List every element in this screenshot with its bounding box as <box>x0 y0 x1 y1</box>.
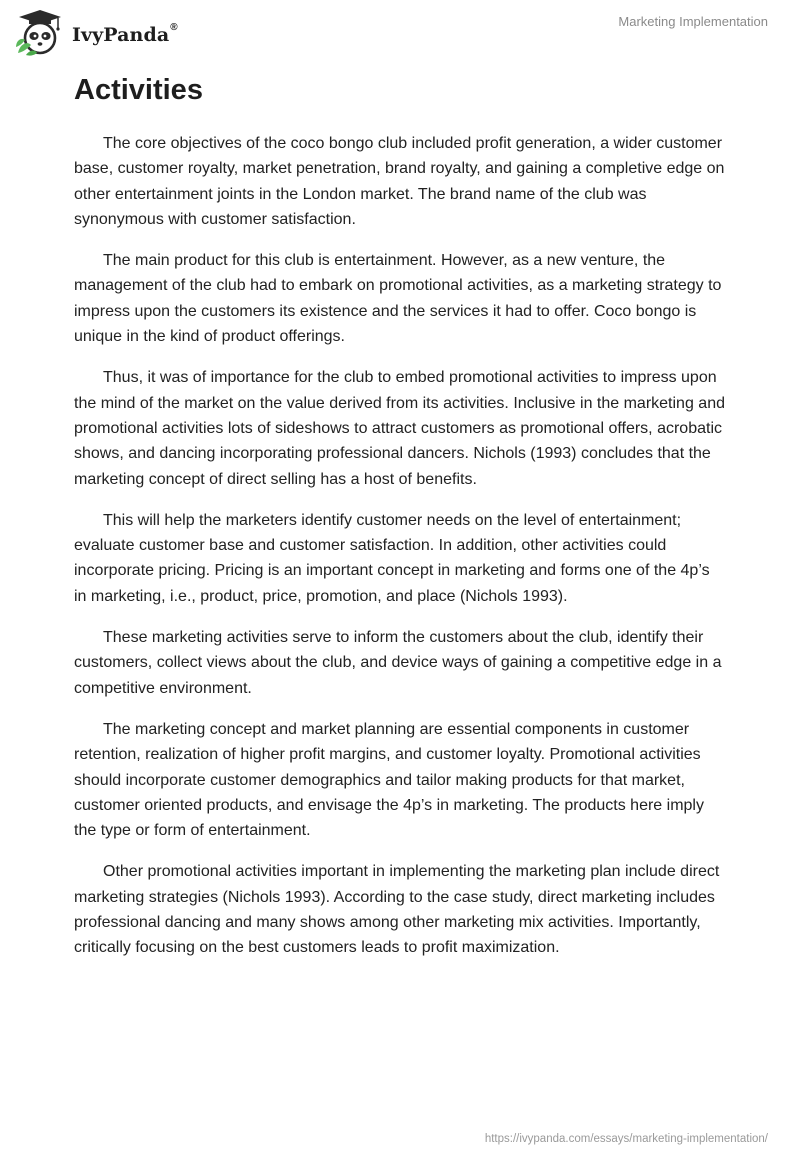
paragraph: Thus, it was of importance for the club to embed promotional activities to impress upon the mind of the market on the value derived from its activities. Inclusive in the marketing and promotional activities lots of sideshows to attract customers as promotional offers, acrobatic shows, and dancing incorporating professional dancers. Nichols (1993) concludes that the marketing concept of direct selling has a host of benefits. <box>74 369 725 488</box>
section-heading: Activities <box>74 74 203 106</box>
paragraph: The core objectives of the coco bongo club included profit generation, a wider customer base, customer royalty, market penetration, brand royalty, and gaining a completive edge on other entertainment joints in the London market. The brand name of the club was synonymous with customer satisfaction. <box>74 135 725 228</box>
paragraph: Other promotional activities important in implementing the marketing plan include direct marketing strategies (Nichols 1993). According to the case study, direct marketing includes professional dancing and many shows among other marketing mix activities. Importantly, critically focusing on the best customers leads to profit maximization. <box>74 863 720 957</box>
paragraph: This will help the marketers identify customer needs on the level of entertainment; evaluate customer base and customer satisfaction. In addition, other activities could incorporate pricing. Pricing is an important concept in marketing and forms one of the 4p’s in marketing, i.e., product, price, promotion, and place (Nichols 1993). <box>74 511 710 605</box>
paragraph: The marketing concept and market planning are essential components in customer retention, realization of higher profit margins, and customer loyalty. Promotional activities should incorporate customer demographics and tailor making products for that market, customer oriented products, and envisage the 4p’s in marketing. The products here imply the type or form of entertainment. <box>74 720 704 840</box>
registered-mark: ® <box>170 21 178 33</box>
paragraph-list <box>74 131 726 961</box>
brand-name <box>72 21 178 46</box>
article-content <box>74 70 726 977</box>
page-header <box>0 0 800 64</box>
panda-graduate-icon <box>14 9 66 57</box>
source-url-link[interactable]: https://ivypanda.com/essays/marketing-implementation/ <box>484 1133 768 1145</box>
brand-name-text: IvyPanda <box>72 23 170 46</box>
paragraph: The main product for this club is entertainment. However, as a new venture, the management of the club had to embark on promotional activities, as a marketing strategy to impress upon the customers its existence and the services it had to offer. Coco bongo is unique in the kind of product offerings. <box>74 252 722 346</box>
ivypanda-logo[interactable] <box>14 9 178 57</box>
paragraph: These marketing activities serve to inform the customers about the club, identify their customers, collect views about the club, and device ways of gaining a competitive edge in a competitive environment. <box>74 629 722 697</box>
document-title: Marketing Implementation <box>618 14 768 29</box>
